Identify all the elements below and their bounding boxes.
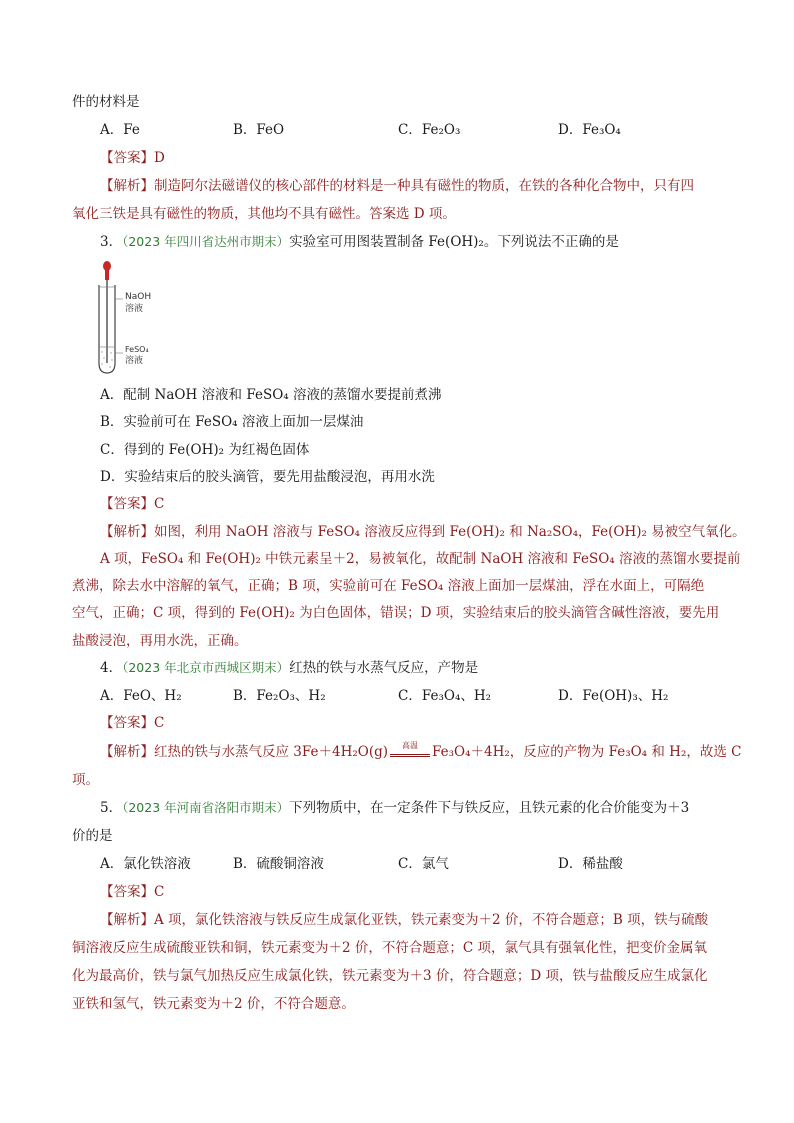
q3-analysis-line1: 【解析】如图，利用 NaOH 溶液与 FeSO₄ 溶液反应得到 Fe(OH)₂ 和 Na₂SO₄，Fe(OH)₂ 易被空气氧化。 [100,524,746,540]
q4-answer: 【答案】C [100,715,165,731]
q5-analysis-line4: 亚铁和氢气，铁元素变为＋2 价，不符合题意。 [72,996,355,1012]
q5-stem: 5．（2023 年河南省洛阳市期末）下列物质中，在一定条件下与铁反应，且铁元素的化合价能变为＋3 [100,800,690,816]
q3-analysis-line4: 空气，正确；C 项，得到的 Fe(OH)₂ 为白色固体，错误；D 项，实验结束后的胶头滴管含碱性溶液，要先用 [72,605,720,621]
q2-option-b: B．FeO [233,122,285,138]
q4-analysis-line2: 项。 [72,772,99,788]
q5-option-d: D．稀盐酸 [558,856,623,872]
reaction-arrow [388,742,432,762]
q3-option-c: C．得到的 Fe(OH)₂ 为红褐色固体 [100,442,310,458]
q5-analysis-line3: 化为最高价，铁与氯气加热反应生成氯化铁，铁元素变为＋3 价，符合题意；D 项，铁与盐酸反应生成氯化 [72,968,708,984]
q3-analysis-line2: A 项，FeSO₄ 和 Fe(OH)₂ 中铁元素呈＋2，易被氧化，故配制 NaOH 溶液和 FeSO₄ 溶液的蒸馏水要提前 [100,551,741,567]
q4-option-c: C．Fe₃O₄、H₂ [398,688,492,704]
q3-stem: 3．（2023 年四川省达州市期末）实验室可用图装置制备 Fe(OH)₂。下列说法不正确的是 [100,234,619,250]
q5-stem-line2: 价的是 [72,828,113,844]
q4-analysis-line1: 【解析】红热的铁与水蒸气反应 3Fe＋4H₂O(g) 高温 Fe₃O₄＋4H₂，反应的产物为 Fe₃O₄ 和 H₂，故选 C [100,741,742,760]
q2-analysis-line2: 氧化三铁是具有磁性的物质，其他均不具有磁性。答案选 D 项。 [72,206,456,222]
q5-option-b: B．硫酸铜溶液 [233,856,324,872]
q5-answer: 【答案】C [100,884,165,900]
q4-option-a: A．FeO、H₂ [100,688,182,704]
q5-option-a: A．氯化铁溶液 [100,856,191,872]
q5-option-c: C．氯气 [398,856,449,872]
q3-analysis-line3: 煮沸，除去水中溶解的氧气，正确；B 项，实验前可在 FeSO₄ 溶液上面加一层煤油，浮在水面上，可隔绝 [72,578,705,594]
reaction-condition: 高温 [402,741,419,750]
figure-label-feso4-solution: 溶液 [125,356,144,366]
q5-analysis-line2: 铜溶液反应生成硫酸亚铁和铜，铁元素变为＋2 价，不符合题意；C 项，氯气具有强氧化性，把变价金属氧 [72,940,707,956]
q4-option-d: D．Fe(OH)₃、H₂ [558,688,669,704]
q4-stem: 4．（2023 年北京市西城区期末）红热的铁与水蒸气反应，产物是 [100,660,479,676]
q2-answer: 【答案】D [100,150,165,166]
q2-stem-tail: 件的材料是 [72,94,140,110]
figure-label-naoh-solution: 溶液 [125,304,144,314]
q3-option-a: A．配制 NaOH 溶液和 FeSO₄ 溶液的蒸馏水要提前煮沸 [100,387,442,403]
dropper-bulb-icon [103,261,111,271]
q2-analysis-line1: 【解析】制造阿尔法磁谱仪的核心部件的材料是一种具有磁性的物质，在铁的各种化合物中，只有四 [100,178,694,194]
q2-option-d: D．Fe₃O₄ [558,122,621,138]
figure-label-feso4: FeSO₄ [125,345,149,354]
q3-option-d: D．实验结束后的胶头滴管，要先用盐酸浸泡，再用水洗 [100,469,435,485]
q3-option-b: B．实验前可在 FeSO₄ 溶液上面加一层煤油 [100,414,364,430]
q2-option-a: A．Fe [100,122,140,138]
q3-analysis-line5: 盐酸浸泡，再用水洗，正确。 [72,633,248,649]
figure-label-naoh: NaOH [125,292,152,302]
test-tube-apparatus-figure [95,257,175,377]
q4-option-b: B．Fe₂O₃、H₂ [233,688,326,704]
q3-answer: 【答案】C [100,496,165,512]
q5-analysis-line1: 【解析】A 项，氯化铁溶液与铁反应生成氯化亚铁，铁元素变为＋2 价，不符合题意；B 项，铁与硫酸 [100,912,709,928]
q2-option-c: C．Fe₂O₃ [398,122,461,138]
